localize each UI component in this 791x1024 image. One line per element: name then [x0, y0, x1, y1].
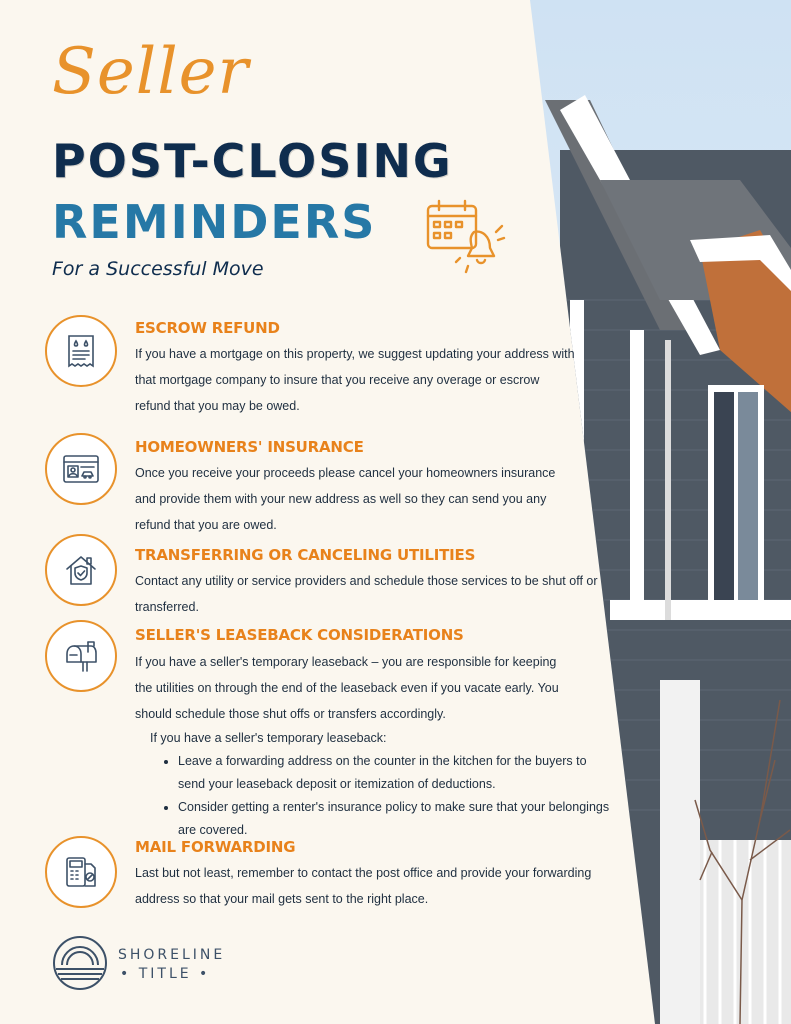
section-body-utilities: Contact any utility or service providers and schedule those services to be shut off or transferred.: [135, 574, 598, 614]
home-shield-icon: [63, 552, 99, 588]
section-body-insurance: Once you receive your proceeds please cancel your homeowners insurance and provide them with your new address as well so they can send you any refund that you are owed.: [135, 466, 556, 532]
title-line-2: REMINDERS: [52, 195, 377, 249]
subtitle: For a Successful Move: [52, 258, 264, 280]
mailbox-icon: [63, 638, 99, 674]
utilities-icon-circle: [45, 534, 117, 606]
leaseback-icon-circle: [45, 620, 117, 692]
section-body-escrow: If you have a mortgage on this property, we suggest updating your address with that mortgage company to insure that you receive any overage or escrow refund that you may be owed.: [135, 347, 575, 413]
seller-script-heading: Seller: [52, 35, 250, 109]
calendar-bell-icon: [424, 196, 510, 278]
insurance-icon-circle: [45, 433, 117, 505]
calculator-documents-icon: [63, 854, 99, 890]
leaseback-sub-block: [150, 727, 610, 842]
section-body-leaseback: If you have a seller's temporary leaseback – you are responsible for keeping the utilities on through the end of the leaseback even if you vacate early. You should schedule those shut offs or transfers accordingly.: [135, 655, 559, 721]
section-body-mail: Last but not least, remember to contact the post office and provide your forwarding address so that your mail gets sent to the right place.: [135, 866, 592, 906]
section-title-insurance: HOMEOWNERS' INSURANCE: [135, 438, 364, 456]
receipt-icon: [63, 333, 99, 369]
shoreline-title-wordmark: [118, 946, 225, 984]
logo-line-1: SHORELINE: [118, 947, 226, 963]
section-title-mail: MAIL FORWARDING: [135, 838, 296, 856]
section-title-escrow: ESCROW REFUND: [135, 319, 280, 337]
leaseback-sub-intro: If you have a seller's temporary leaseback:: [150, 731, 387, 745]
section-title-utilities: TRANSFERRING OR CANCELING UTILITIES: [135, 546, 476, 564]
list-item: • Consider getting a renter's insurance policy to make sure that your belongings are covered.: [178, 796, 610, 842]
logo-line-2: • TITLE •: [120, 966, 211, 982]
mail-icon-circle: [45, 836, 117, 908]
leaseback-bullet-list: [150, 750, 610, 842]
shoreline-logo-mark: [52, 935, 108, 991]
section-title-leaseback: SELLER'S LEASEBACK CONSIDERATIONS: [135, 626, 464, 644]
title-line-1: POST-CLOSING: [52, 134, 453, 188]
escrow-icon-circle: [45, 315, 117, 387]
list-item: • Leave a forwarding address on the counter in the kitchen for the buyers to send your leaseback deposit or itemization of deductions.: [178, 750, 610, 796]
insurance-card-icon: [62, 453, 100, 485]
